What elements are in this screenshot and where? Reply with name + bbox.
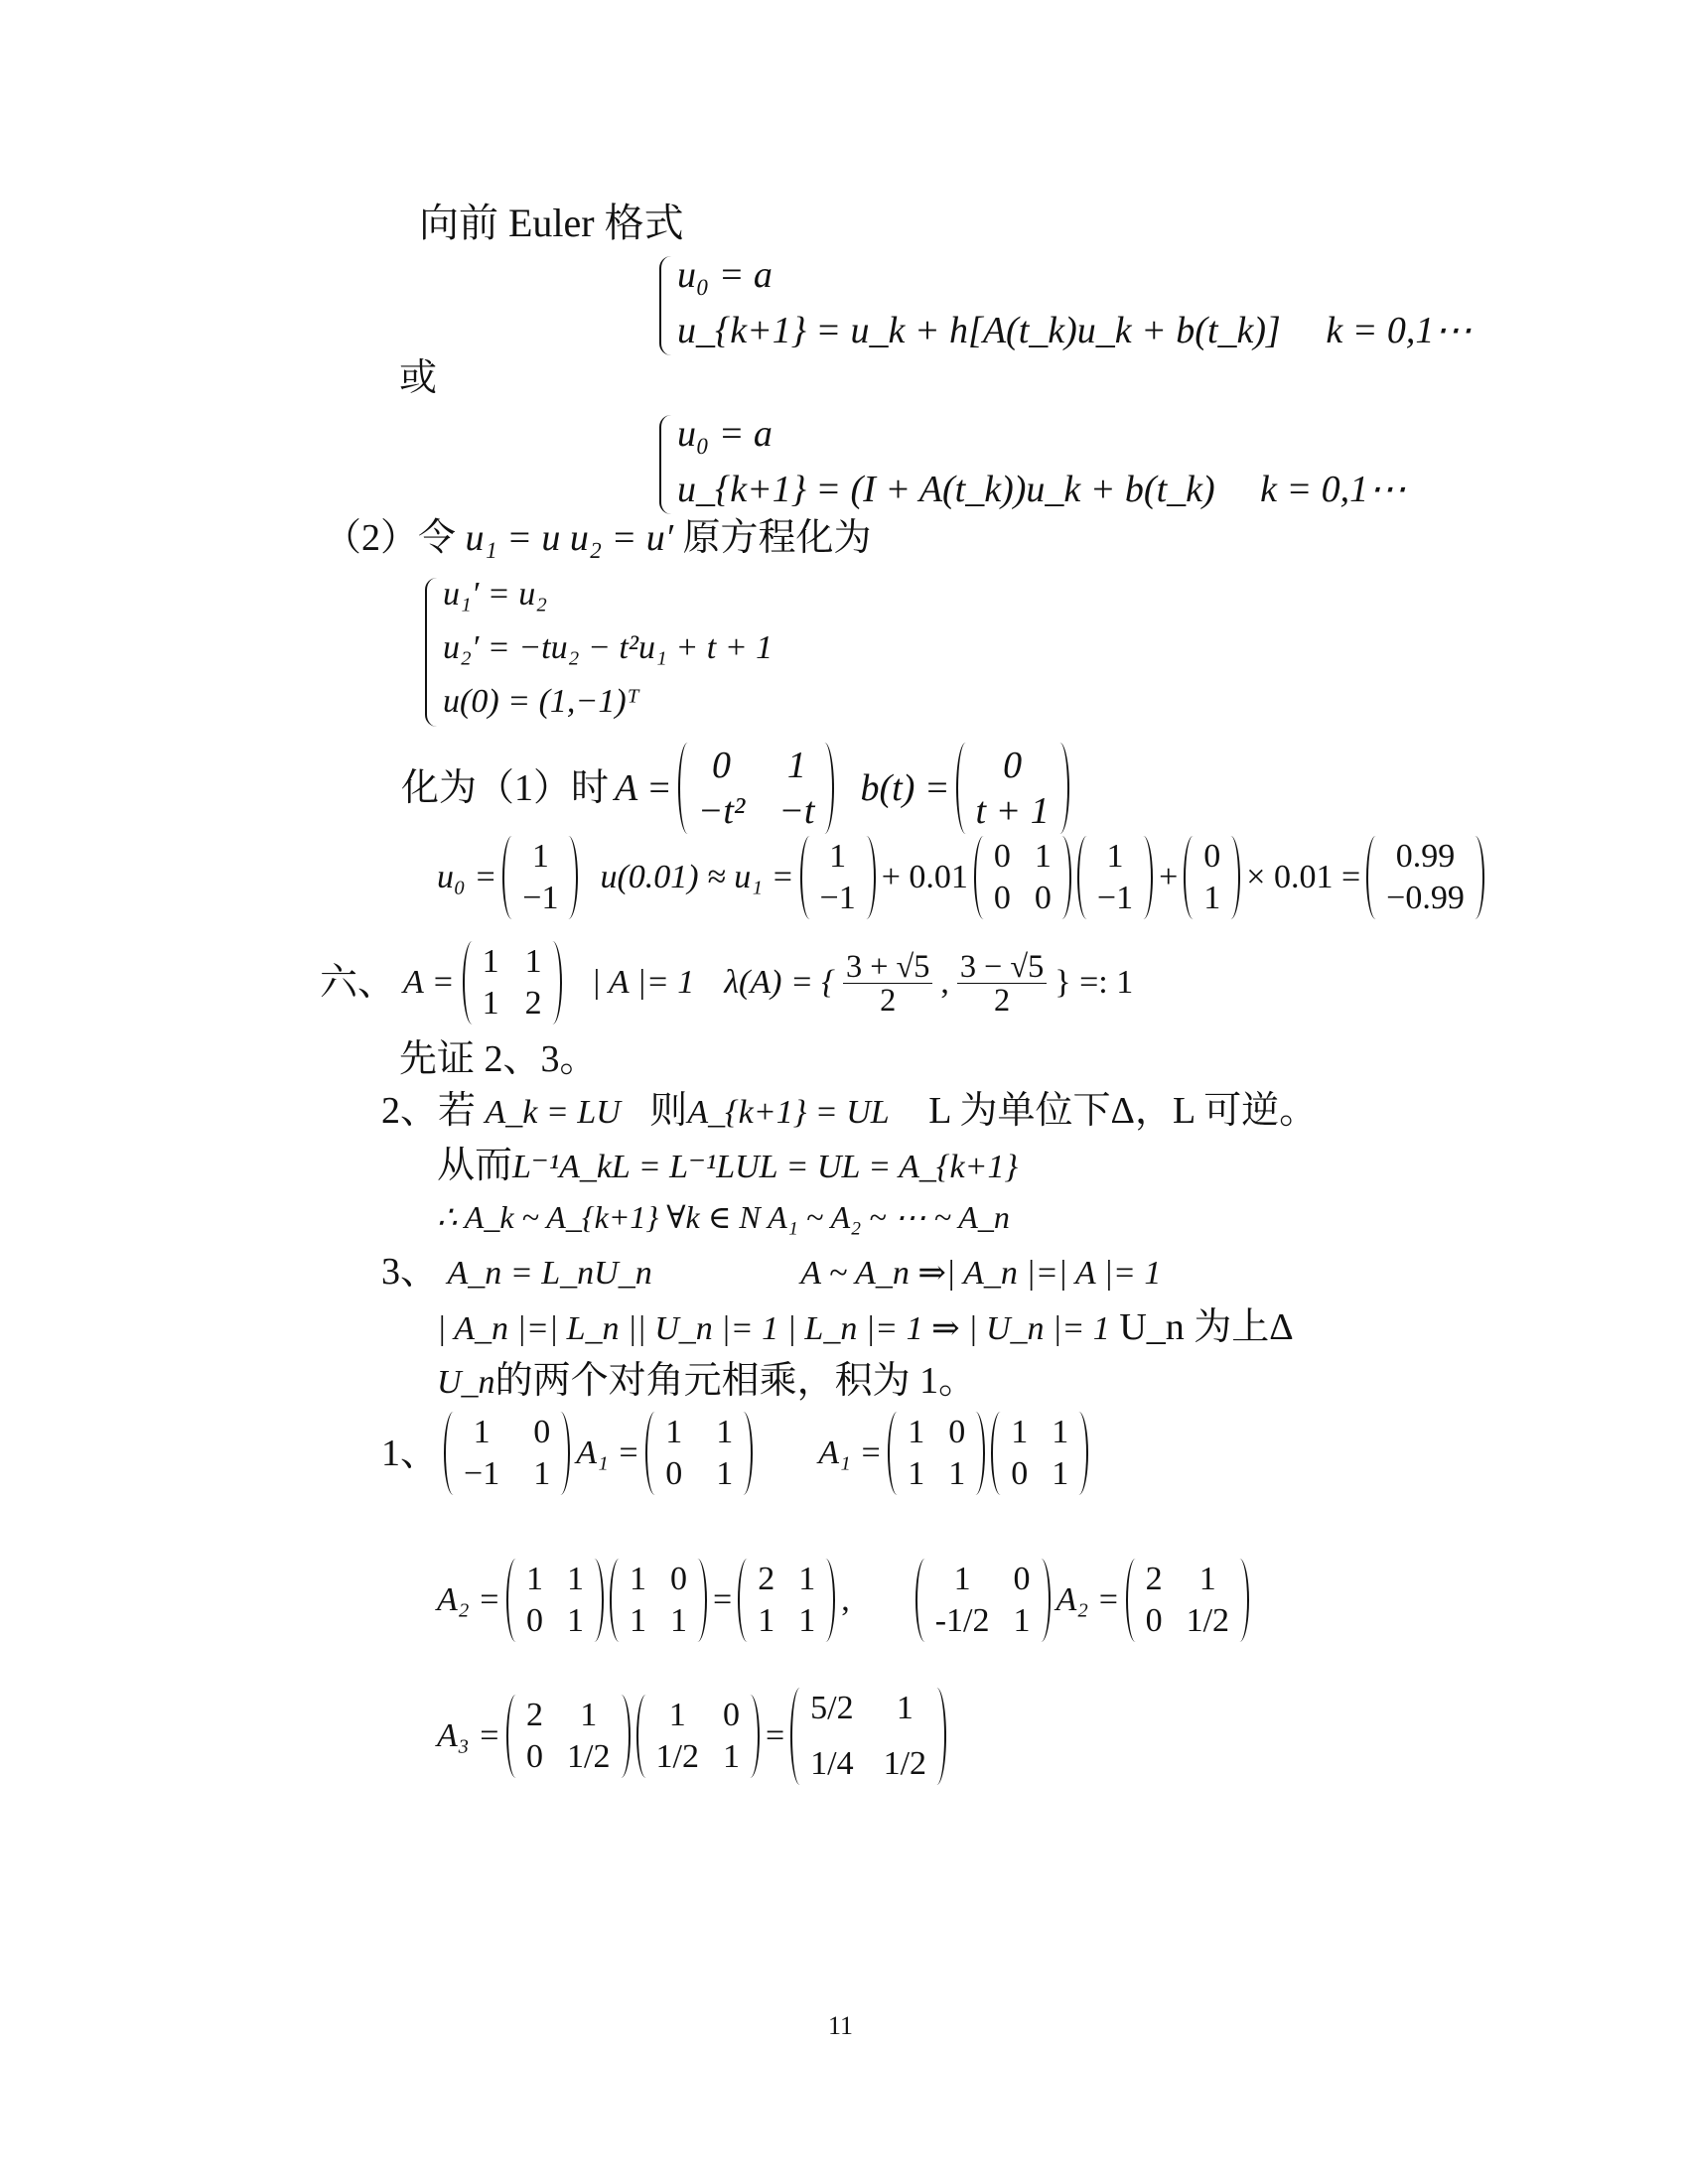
matrix-A3	[790, 1688, 946, 1785]
cell: 1	[630, 1602, 647, 1639]
vector-label: b(t) =	[860, 767, 950, 809]
convert-line	[401, 743, 1069, 834]
item-2-line-2	[437, 1147, 1018, 1184]
cell: 1	[829, 838, 847, 875]
numerator: 3 + √5	[843, 950, 932, 983]
cell: 0	[1013, 1561, 1031, 1597]
matrix-A	[678, 743, 835, 834]
cell: −1	[464, 1455, 500, 1492]
cell: 0	[670, 1561, 688, 1597]
cell: 0	[993, 880, 1011, 916]
text: 从而	[437, 1145, 513, 1186]
cell: 0	[1034, 880, 1052, 916]
cell: 1	[786, 745, 806, 786]
item-2-line-1	[381, 1092, 1317, 1130]
matrix	[506, 1559, 604, 1642]
equation: u₀ = a	[677, 254, 773, 296]
cell: 1	[1106, 838, 1124, 875]
equation: u_{k+1} = (I + A(t_k))u_k + b(t_k)	[677, 469, 1215, 510]
cell: 1/4	[810, 1745, 854, 1782]
section-2-heading	[324, 519, 872, 557]
item-2-line-3: ∴ A_k ~ A_{k+1} ∀k ∈ N A₁ ~ A₂ ~ ⋯ ~ A_n	[437, 1199, 1010, 1235]
cell: 0	[711, 745, 731, 786]
cell: 1	[567, 1602, 585, 1639]
cell: 1	[533, 1455, 551, 1492]
math: U_n	[437, 1364, 495, 1401]
cell: 1/2	[883, 1745, 927, 1782]
cell: 1	[716, 1414, 734, 1450]
cell: 1	[531, 838, 549, 875]
brace-icon	[425, 578, 437, 727]
math: A_n = L_nU_n	[447, 1255, 652, 1292]
cell: 1	[1013, 1602, 1031, 1639]
cell: 2	[524, 985, 542, 1022]
determinant: | A |= 1	[591, 964, 695, 1001]
cell: 1	[1203, 880, 1221, 916]
matrix-label: A =	[615, 767, 672, 809]
cell: 1	[526, 1561, 544, 1597]
item-number: 2、	[381, 1090, 439, 1132]
text: 若	[438, 1090, 477, 1132]
item-3-line-1	[381, 1253, 1161, 1291]
equation: u₁′ = u₂	[443, 576, 548, 613]
text: 则	[649, 1090, 688, 1132]
text: 的两个对角元相乘，积为 1。	[494, 1360, 977, 1402]
comma: ,	[841, 1581, 850, 1618]
A2-line	[437, 1559, 1249, 1642]
eigenvalue-1	[843, 950, 932, 1016]
operator: +	[1159, 859, 1179, 895]
cell: 0	[526, 1738, 544, 1775]
cell: 0	[526, 1602, 544, 1639]
cell: 1	[567, 1561, 585, 1597]
matrix-U1	[645, 1412, 753, 1495]
index-range: k = 0,1⋯	[1260, 469, 1407, 510]
cell: 1	[630, 1561, 647, 1597]
cell: 0	[1003, 745, 1023, 786]
vector-label: u₀ =	[437, 859, 497, 895]
cell: 1	[580, 1697, 598, 1733]
matrix-A	[463, 941, 562, 1024]
cell: 1/2	[1186, 1602, 1230, 1639]
cell: 1	[670, 1602, 688, 1639]
euler-system-1	[659, 256, 1472, 362]
item-number: 3、	[381, 1251, 439, 1293]
matrix-A2	[738, 1559, 835, 1642]
label: A₂ =	[1055, 1581, 1120, 1618]
cell: 0	[1011, 1455, 1029, 1492]
heading-prefix: （2）令	[324, 517, 457, 559]
eigen-end: } =: 1	[1055, 964, 1134, 1001]
item-3-line-3	[437, 1362, 976, 1400]
eigenvalue-2	[957, 950, 1047, 1016]
cell: 2	[526, 1697, 544, 1733]
cell: 1	[716, 1455, 734, 1492]
cell: 1	[665, 1414, 683, 1450]
heading-math: u₁ = u u₂ = u′	[465, 517, 674, 559]
vector-term1	[800, 836, 876, 919]
vector-result	[1366, 836, 1484, 919]
first-prove: 先证 2、3。	[399, 1038, 598, 1080]
cell: 1	[1011, 1414, 1029, 1450]
operator: =	[713, 1581, 733, 1618]
math: L⁻¹A_kL = L⁻¹LUL = UL = A_{k+1}	[512, 1149, 1019, 1185]
cell: t + 1	[975, 790, 1050, 832]
cell: −1	[522, 880, 559, 916]
cell: 1	[482, 943, 499, 980]
cell: 1	[482, 985, 499, 1022]
cell: 1	[798, 1561, 816, 1597]
cell: 0	[1203, 838, 1221, 875]
cell: 0	[1145, 1602, 1163, 1639]
operator: =	[765, 1717, 785, 1754]
cell: 1	[1034, 838, 1052, 875]
cell: 0	[533, 1414, 551, 1450]
vector-u0	[502, 836, 578, 919]
math: A ~ A_n ⇒| A_n |=| A |= 1	[800, 1255, 1162, 1292]
ode-system	[425, 578, 773, 734]
cell: −0.99	[1386, 880, 1465, 916]
euler-step-line	[437, 836, 1484, 919]
operator: × 0.01 =	[1246, 859, 1361, 895]
operator: + 0.01	[881, 859, 968, 895]
matrix	[610, 1559, 707, 1642]
matrix-label: A =	[403, 964, 455, 1001]
euler-title: 向前 Euler 格式	[419, 201, 684, 245]
euler-system-2	[659, 415, 1406, 521]
cell: −1	[1096, 880, 1134, 916]
denominator: 2	[994, 981, 1011, 1018]
section-6-line: 六、 A = 1 1 1 2 | A |= 1 λ(A) = { $\frac{3 + √5}{2}$ , $\frac{3 - √5}{2}$ } =: 1	[320, 941, 1133, 1024]
matrix-L2-inverse	[915, 1559, 1051, 1642]
cell: 1/2	[655, 1738, 699, 1775]
cell: 0	[993, 838, 1011, 875]
matrix	[636, 1695, 760, 1778]
brace-icon	[659, 415, 671, 514]
label: A₃ =	[437, 1717, 501, 1754]
cell: 1	[948, 1455, 966, 1492]
eigen-label: λ(A) = {	[724, 964, 835, 1001]
cell: 5/2	[810, 1690, 854, 1726]
matrix-term2	[974, 836, 1071, 919]
equation: u₂′ = −tu₂ − t²u₁ + t + 1	[443, 629, 774, 666]
numerator: 3 − √5	[957, 950, 1047, 983]
item-3-line-2	[437, 1308, 1294, 1346]
math: A_{k+1} = UL	[687, 1094, 890, 1131]
cell: 1	[1052, 1455, 1069, 1492]
cell: 1/2	[567, 1738, 611, 1775]
label: A₁ =	[818, 1434, 883, 1471]
cell: 1	[798, 1602, 816, 1639]
item-number: 1、	[381, 1433, 439, 1474]
or-label: 或	[399, 357, 438, 399]
equation: u₀ = a	[677, 413, 773, 455]
text: U_n 为上Δ	[1119, 1306, 1294, 1348]
vector-term3	[1184, 836, 1240, 919]
cell: 1	[896, 1690, 914, 1726]
cell: 1	[1198, 1561, 1216, 1597]
matrix-U1b	[991, 1412, 1088, 1495]
equation: u(0) = (1,−1)ᵀ	[443, 683, 639, 720]
cell: −t	[778, 790, 815, 832]
section-label: 六、	[320, 962, 396, 1004]
cell: 1	[473, 1414, 491, 1450]
text: L 为单位下Δ，L 可逆。	[928, 1090, 1318, 1132]
cell: −1	[819, 880, 856, 916]
brace-icon	[659, 256, 671, 355]
heading-suffix: 原方程化为	[682, 517, 872, 559]
cell: −t²	[697, 790, 746, 832]
cell: 1	[758, 1602, 775, 1639]
item-1-line-1	[381, 1412, 1088, 1495]
cell: 1	[1052, 1414, 1069, 1450]
denominator: 2	[880, 981, 897, 1018]
math: A_k = LU	[485, 1094, 621, 1131]
cell: 1	[908, 1455, 925, 1492]
equation: u_{k+1} = u_k + h[A(t_k)u_k + b(t_k)]	[677, 310, 1281, 351]
cell: 2	[1145, 1561, 1163, 1597]
cell: 1	[524, 943, 542, 980]
matrix-U2	[1126, 1559, 1249, 1642]
cell: -1/2	[934, 1602, 990, 1639]
cell: 0.99	[1395, 838, 1456, 875]
cell: 1	[668, 1697, 686, 1733]
index-range: k = 0,1⋯	[1326, 310, 1473, 351]
cell: 0	[665, 1455, 683, 1492]
vector-b	[956, 743, 1069, 834]
label: A₂ =	[437, 1581, 501, 1618]
matrix-L1-inverse	[444, 1412, 570, 1495]
cell: 0	[948, 1414, 966, 1450]
cell: 1	[953, 1561, 971, 1597]
cell: 1	[908, 1414, 925, 1450]
approx-label: u(0.01) ≈ u₁ =	[600, 859, 794, 895]
math: | A_n |=| L_n || U_n |= 1 | L_n |= 1 ⇒ | U_n |= 1	[437, 1310, 1110, 1347]
matrix	[506, 1695, 630, 1778]
cell: 0	[722, 1697, 740, 1733]
A3-line	[437, 1688, 946, 1785]
matrix-L1	[888, 1412, 985, 1495]
convert-prefix: 化为（1）时	[401, 767, 610, 809]
cell: 1	[722, 1738, 740, 1775]
label: A₁ =	[576, 1434, 640, 1471]
vector-term2	[1077, 836, 1153, 919]
cell: 2	[758, 1561, 775, 1597]
page-number: 11	[828, 2011, 854, 2040]
